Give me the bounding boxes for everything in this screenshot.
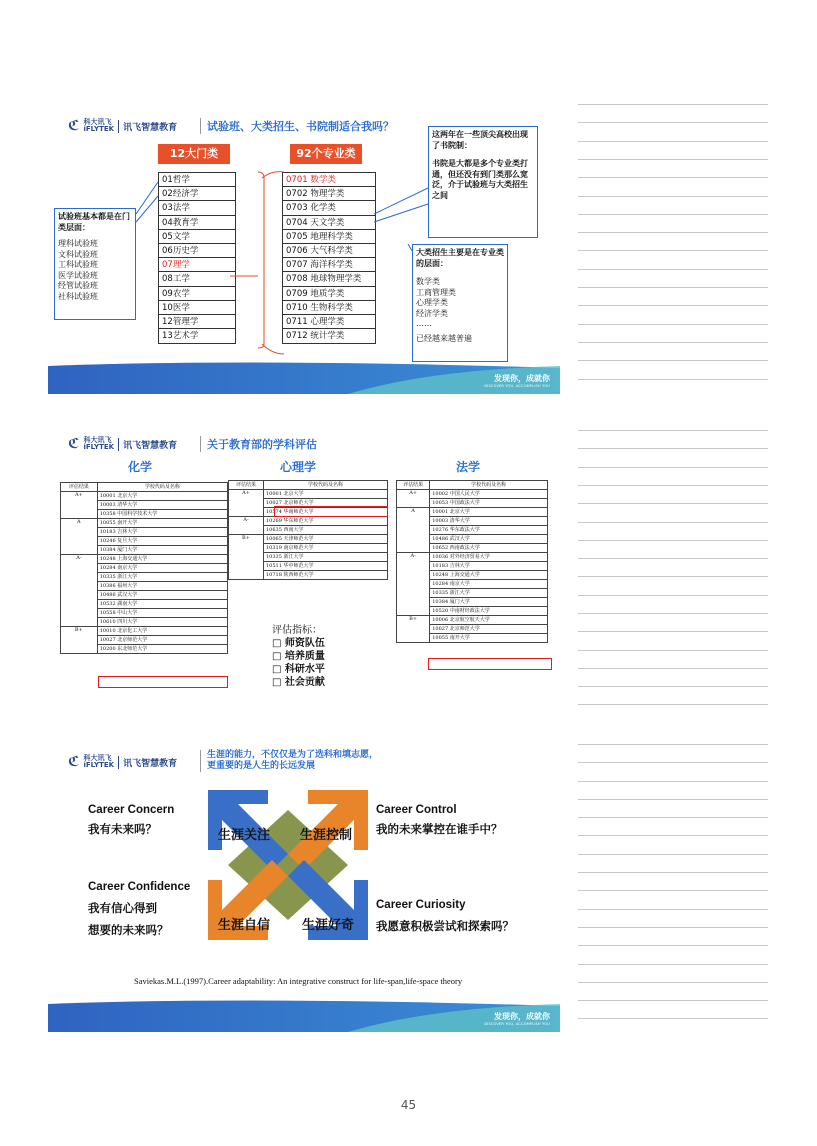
major-enrollment-item: 数学类 xyxy=(416,277,440,286)
school-cell: 10276 华东政法大学 xyxy=(430,526,548,535)
career-confidence: Career Confidence 我有信心得到 想要的未来吗？ xyxy=(88,881,191,937)
trial-class-item: 文科试验班 xyxy=(58,249,98,259)
table-header: 学校代码及名称 xyxy=(430,481,548,490)
school-cell: 10053 中国政法大学 xyxy=(430,499,548,508)
logo-mark-icon: ℭ xyxy=(68,436,80,452)
note-line xyxy=(578,650,768,651)
indicators-title: 评估指标： xyxy=(272,625,322,636)
school-cell: 10010 北京化工大学 xyxy=(97,627,227,636)
note-line xyxy=(578,250,768,251)
footer-wave xyxy=(48,360,560,394)
arrow-label-control: 生涯控制 xyxy=(300,828,353,843)
school-cell: 10002 中国人民大学 xyxy=(430,490,548,499)
highlight-bnu-chemistry xyxy=(98,676,228,688)
note-line xyxy=(578,159,768,160)
note-line xyxy=(578,360,768,361)
page-number: 45 xyxy=(400,1098,417,1112)
grade-cell: B+ xyxy=(397,616,430,643)
career-curiosity: Career Curiosity 我愿意积极尝试和探索吗？ xyxy=(376,899,514,933)
school-cell: 10511 华中师范大学 xyxy=(263,562,387,571)
note-line xyxy=(578,854,768,855)
category-item: 03法学 xyxy=(159,201,235,215)
school-cell: 10027 北京师范大学 xyxy=(430,625,548,634)
table-row xyxy=(397,616,548,625)
logo-brand-cn: 科大讯飞 xyxy=(83,118,112,126)
note-line xyxy=(578,467,768,468)
category-item: 06历史学 xyxy=(159,244,235,258)
note-line xyxy=(578,430,768,431)
school-cell: 10055 南开大学 xyxy=(97,519,227,528)
subject-psychology: 心理学 xyxy=(280,460,317,474)
school-cell: 10284 南京大学 xyxy=(430,580,548,589)
school-cell: 10055 南开大学 xyxy=(430,634,548,643)
note-line xyxy=(578,631,768,632)
note-line xyxy=(578,668,768,669)
grade-cell: A- xyxy=(229,517,264,535)
category-item: 10医学 xyxy=(159,301,235,315)
category-item: 09农学 xyxy=(159,287,235,301)
school-cell: 10183 吉林大学 xyxy=(430,562,548,571)
majors-header: 92个专业类 xyxy=(290,144,362,164)
trial-class-note xyxy=(54,208,136,320)
school-cell: 10248 上海交通大学 xyxy=(430,571,548,580)
table-header: 学校代码及名称 xyxy=(263,481,387,490)
college-system-note xyxy=(428,126,538,238)
major-enrollment-note-title: 大类招生主要是在专业类的层面： xyxy=(416,248,504,268)
note-line xyxy=(578,177,768,178)
note-line xyxy=(578,576,768,577)
note-line xyxy=(578,945,768,946)
major-item: 0708 地球物理学类 xyxy=(283,272,375,286)
school-cell: 10003 清华大学 xyxy=(97,501,227,510)
logo-brand-en: iFLYTEK xyxy=(83,125,115,133)
note-line xyxy=(578,744,768,745)
note-line xyxy=(578,485,768,486)
school-cell: 10358 中国科学技术大学 xyxy=(97,510,227,519)
grade-cell: A xyxy=(61,519,98,555)
iflytek-logo-2: ℭ 科大讯飞 iFLYTEK 讯飞智慧教育 xyxy=(68,436,178,452)
major-item: 0711 心理学类 xyxy=(283,315,375,329)
school-cell: 10384 厦门大学 xyxy=(97,546,227,555)
category-item: 04教育学 xyxy=(159,216,235,230)
major-item: 0709 地质学类 xyxy=(283,287,375,301)
school-cell: 10652 西南政法大学 xyxy=(430,544,548,553)
school-cell: 10200 东北师范大学 xyxy=(97,645,227,654)
major-enrollment-item: 工商管理类 xyxy=(416,287,456,297)
slide-3 xyxy=(48,744,560,1032)
school-cell: 10036 对外经济贸易大学 xyxy=(430,553,548,562)
note-line xyxy=(578,104,768,105)
table-row xyxy=(61,555,228,564)
major-item: 0702 物理学类 xyxy=(283,187,375,201)
table-row xyxy=(229,535,388,544)
category-item: 02经济学 xyxy=(159,187,235,201)
slide-1 xyxy=(48,104,560,394)
iflytek-logo-3: ℭ 科大讯飞 iFLYTEK 讯飞智慧教育 xyxy=(68,754,178,770)
school-cell: 10269 华东师范大学 xyxy=(263,517,387,526)
career-concern: Career Concern 我有未来吗？ xyxy=(88,804,175,836)
note-line xyxy=(578,817,768,818)
table-header: 评估结果 xyxy=(61,483,98,492)
trial-class-note-items xyxy=(58,239,132,302)
note-line xyxy=(578,686,768,687)
school-cell: 10027 北京师范大学 xyxy=(97,636,227,645)
note-line xyxy=(578,1018,768,1019)
school-cell: 10486 武汉大学 xyxy=(430,535,548,544)
major-item: 0707 海洋科学类 xyxy=(283,258,375,272)
grade-cell: A+ xyxy=(397,490,430,508)
note-line xyxy=(578,799,768,800)
note-line xyxy=(578,835,768,836)
arrow-label-confidence: 生涯自信 xyxy=(218,918,271,933)
slide-title: 关于教育部的学科评估 xyxy=(200,436,317,452)
subject-law: 法学 xyxy=(456,460,481,474)
grade-cell: B+ xyxy=(61,627,98,654)
table-row xyxy=(397,553,548,562)
school-cell: 10248 上海交通大学 xyxy=(97,555,227,564)
logo-mark-icon: ℭ xyxy=(68,754,80,770)
school-cell: 10335 浙江大学 xyxy=(263,553,387,562)
table-row xyxy=(397,490,548,499)
note-line xyxy=(578,872,768,873)
note-line xyxy=(578,781,768,782)
major-enrollment-item: 经济学类 xyxy=(416,308,448,318)
note-line xyxy=(578,927,768,928)
major-item: 0712 统计学类 xyxy=(286,331,345,342)
table-row xyxy=(61,492,228,501)
slide-2 xyxy=(48,430,560,705)
school-cell: 10001 北京大学 xyxy=(97,492,227,501)
school-cell: 10520 中南财经政法大学 xyxy=(430,607,548,616)
major-item: 0706 大气科学类 xyxy=(283,244,375,258)
school-cell: 10635 西南大学 xyxy=(263,526,387,535)
school-cell: 10486 武汉大学 xyxy=(97,591,227,600)
table-row xyxy=(229,517,388,526)
logo-edu: 讯飞智慧教育 xyxy=(118,120,177,133)
school-cell: 10065 天津师范大学 xyxy=(263,535,387,544)
school-cell: 10384 厦门大学 xyxy=(430,598,548,607)
school-cell: 10319 南京师范大学 xyxy=(263,544,387,553)
school-cell: 10001 北京大学 xyxy=(263,490,387,499)
school-cell: 10027 北京师范大学 xyxy=(263,499,387,508)
note-line xyxy=(578,448,768,449)
major-enrollment-note-end: 已经越来越普遍 xyxy=(416,333,472,343)
indicator-item: □ 师资队伍 xyxy=(272,638,325,649)
note-line xyxy=(578,522,768,523)
school-cell: 10574 华南师范大学 xyxy=(263,508,387,517)
slide-title: 试验班、大类招生、书院制适合我吗？ xyxy=(200,118,394,134)
evaluation-indicators xyxy=(272,624,325,689)
grade-cell: A+ xyxy=(61,492,98,519)
arrow-label-concern: 生涯关注 xyxy=(218,828,271,843)
major-item: 0703 化学类 xyxy=(283,201,375,215)
chemistry-table xyxy=(60,482,228,654)
table-row xyxy=(397,508,548,517)
note-line xyxy=(578,214,768,215)
indicator-item: □ 社会贡献 xyxy=(272,677,325,688)
major-item: 0710 生物科学类 xyxy=(283,301,375,315)
table-row xyxy=(229,490,388,499)
category-item: 08工学 xyxy=(159,272,235,286)
grade-cell: B+ xyxy=(229,535,264,580)
trial-class-item: 理科试验班 xyxy=(58,239,98,248)
note-line xyxy=(578,982,768,983)
slide-title: 生涯的能力，不仅仅是为了选科和填志愿， 更重要的是人生的长远发展 xyxy=(200,750,378,772)
slide-footer xyxy=(48,998,560,1032)
school-cell: 10183 吉林大学 xyxy=(97,528,227,537)
note-line xyxy=(578,305,768,306)
note-line xyxy=(578,890,768,891)
school-cell: 10718 陕西师范大学 xyxy=(263,571,387,580)
grade-cell: A- xyxy=(61,555,98,627)
logo-mark-icon: ℭ xyxy=(68,118,80,134)
note-line xyxy=(578,342,768,343)
school-cell: 10335 浙江大学 xyxy=(430,589,548,598)
category-item: 07理学 xyxy=(159,258,235,272)
category-item: 13艺术学 xyxy=(162,331,199,342)
school-cell: 10532 湖南大学 xyxy=(97,600,227,609)
trial-class-item: 经管试验班 xyxy=(58,281,98,290)
law-table xyxy=(396,480,548,643)
footer-wave xyxy=(48,998,560,1032)
college-system-note-title: 这两年在一些顶尖高校出现了书院制： xyxy=(432,130,528,150)
note-line xyxy=(578,287,768,288)
categories-header: 12大门类 xyxy=(158,144,230,164)
major-enrollment-note xyxy=(412,244,508,362)
major-item: 0705 地理科学类 xyxy=(283,230,375,244)
trial-class-item: 社科试验班 xyxy=(58,291,98,301)
school-cell: 10003 清华大学 xyxy=(430,517,548,526)
slide-footer xyxy=(48,360,560,394)
note-line xyxy=(578,762,768,763)
school-cell: 10335 浙江大学 xyxy=(97,573,227,582)
school-cell: 10610 四川大学 xyxy=(97,618,227,627)
citation: Saviekas.M.L.(1997).Career adaptability: An integrative construct for life-span,life-space theory xyxy=(134,976,463,986)
footer-slogan: 发现你，成就你 DISCOVER YOU, ACCOMPLISH YOU xyxy=(484,1012,550,1026)
table-row xyxy=(61,627,228,636)
major-item: 0701 数学类 xyxy=(283,173,375,187)
trial-class-item: 医学试验班 xyxy=(58,270,98,280)
psychology-table xyxy=(228,480,388,580)
table-header: 学校代码及名称 xyxy=(97,483,227,492)
note-line xyxy=(578,269,768,270)
note-line xyxy=(578,141,768,142)
indicator-item: □ 科研水平 xyxy=(272,664,325,675)
school-cell: 10001 北京大学 xyxy=(430,508,548,517)
highlight-bnu-law xyxy=(428,658,552,670)
indicator-item: □ 培养质量 xyxy=(272,651,325,662)
footer-slogan: 发现你，成就你 DISCOVER YOU, ACCOMPLISH YOU xyxy=(484,374,550,388)
note-line xyxy=(578,379,768,380)
note-line xyxy=(578,595,768,596)
school-cell: 10284 南京大学 xyxy=(97,564,227,573)
note-line xyxy=(578,909,768,910)
note-line xyxy=(578,122,768,123)
note-line xyxy=(578,613,768,614)
note-line xyxy=(578,232,768,233)
major-enrollment-item: 心理学类 xyxy=(416,298,448,307)
table-row xyxy=(61,519,228,528)
trial-class-note-title: 试验班基本都是在门类层面： xyxy=(58,212,130,232)
school-cell: 10246 复旦大学 xyxy=(97,537,227,546)
major-enrollment-note-items xyxy=(416,277,504,330)
category-item: 01哲学 xyxy=(159,173,235,187)
career-control: Career Control 我的未来掌控在谁手中？ xyxy=(376,804,503,836)
grade-cell: A- xyxy=(397,553,430,616)
highlight-bnu-psychology xyxy=(274,506,388,517)
school-cell: 10558 中山大学 xyxy=(97,609,227,618)
table-header: 评估结果 xyxy=(229,481,264,490)
category-item: 05文学 xyxy=(159,230,235,244)
major-item: 0704 天文学类 xyxy=(283,216,375,230)
table-header: 评估结果 xyxy=(397,481,430,490)
grade-cell: A xyxy=(397,508,430,553)
note-line xyxy=(578,196,768,197)
note-line xyxy=(578,503,768,504)
school-cell: 10386 福州大学 xyxy=(97,582,227,591)
note-line xyxy=(578,540,768,541)
note-line xyxy=(578,964,768,965)
subject-chemistry: 化学 xyxy=(128,460,153,474)
major-enrollment-item: …… xyxy=(416,319,432,328)
note-line xyxy=(578,558,768,559)
college-system-note-body: 书院是大都是多个专业类打通，但还没有到门类那么宽泛，介于试验班与大类招生之间 xyxy=(432,159,528,200)
note-line xyxy=(578,324,768,325)
note-line xyxy=(578,1000,768,1001)
category-item: 12管理学 xyxy=(159,315,235,329)
note-line xyxy=(578,704,768,705)
school-cell: 10006 北京航空航天大学 xyxy=(430,616,548,625)
trial-class-item: 工科试验班 xyxy=(58,260,98,269)
grade-cell: A+ xyxy=(229,490,264,517)
arrow-label-curiosity: 生涯好奇 xyxy=(302,918,355,933)
